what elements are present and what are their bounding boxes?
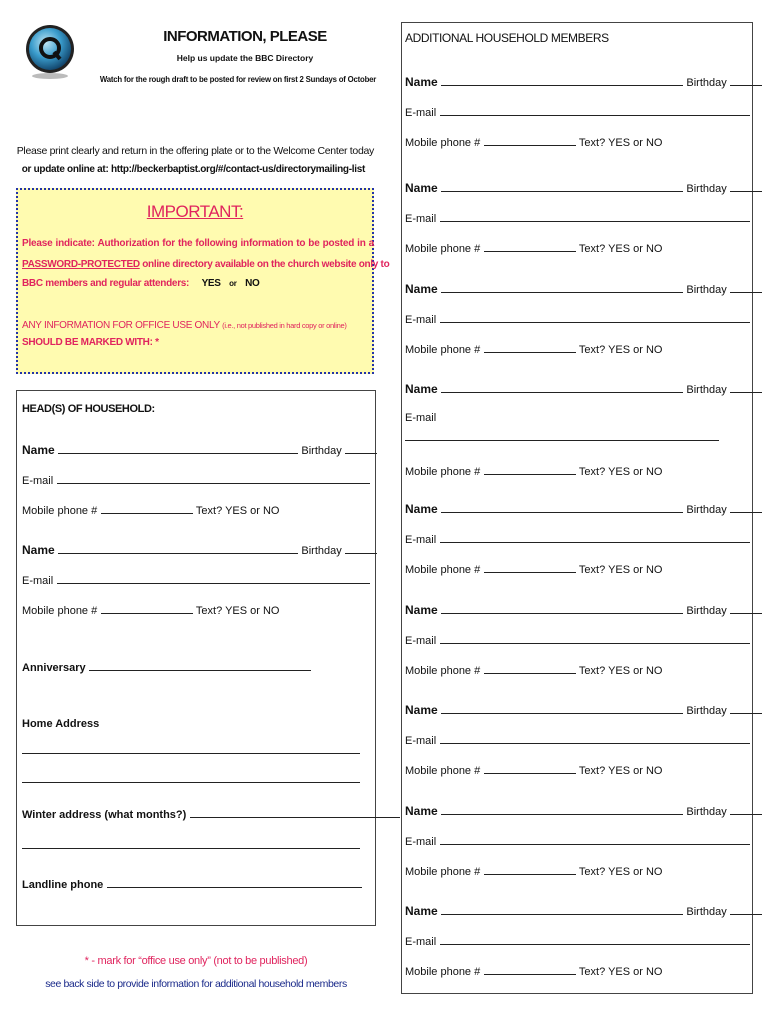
email-field[interactable] xyxy=(440,530,750,543)
home-address-line-1[interactable] xyxy=(22,741,360,754)
member-mobile-row xyxy=(405,862,662,878)
mobile-label: Mobile phone # xyxy=(405,243,481,255)
mobile-field[interactable] xyxy=(484,133,576,146)
mobile-label: Mobile phone # xyxy=(22,605,98,617)
member-mobile-row xyxy=(405,560,662,576)
email-field[interactable] xyxy=(57,471,370,484)
or-text: or xyxy=(229,279,237,288)
email-label: E-mail xyxy=(22,475,54,487)
office-use-text: ANY INFORMATION FOR OFFICE USE ONLY xyxy=(22,320,220,331)
mobile-label: Mobile phone # xyxy=(405,866,481,878)
winter-address-label: Winter address (what months?) xyxy=(22,809,187,821)
name-label: Name xyxy=(405,804,438,818)
page-title: INFORMATION, PLEASE xyxy=(163,28,327,45)
mobile-label: Mobile phone # xyxy=(405,665,481,677)
important-box xyxy=(16,188,390,374)
birthday-label: Birthday xyxy=(301,445,342,457)
email-label: E-mail xyxy=(22,575,54,587)
birthday-label: Birthday xyxy=(686,384,727,396)
email-label: E-mail xyxy=(405,412,437,424)
email-field[interactable] xyxy=(440,832,750,845)
email-label: E-mail xyxy=(405,107,437,119)
email-field[interactable] xyxy=(405,428,719,441)
member-mobile-row xyxy=(405,133,662,149)
important-para1-line3 xyxy=(22,278,374,289)
landline-row xyxy=(22,875,362,891)
instructions-line-2: or update online at: http://beckerbaptist.org/#/contact-us/directorymailing-list xyxy=(21,164,365,175)
mobile-field[interactable] xyxy=(101,601,193,614)
birthday-label: Birthday xyxy=(686,906,727,918)
text-option[interactable]: Text? YES or NO xyxy=(578,665,663,677)
birthday-field[interactable] xyxy=(345,541,377,554)
birthday-field[interactable] xyxy=(345,441,377,454)
winter-address-row xyxy=(22,805,400,821)
draft-note: Watch for the rough draft to be posted for review on first 2 Sundays of October xyxy=(99,75,377,84)
mobile-field[interactable] xyxy=(484,560,576,573)
mobile-field[interactable] xyxy=(101,501,193,514)
email-label: E-mail xyxy=(405,836,437,848)
mobile-field[interactable] xyxy=(484,462,576,475)
email-label: E-mail xyxy=(405,534,437,546)
member-name-row xyxy=(405,280,762,296)
birthday-field[interactable] xyxy=(730,701,762,714)
member-email-row xyxy=(405,103,750,119)
home-address-line-2[interactable] xyxy=(22,770,360,783)
mobile-label: Mobile phone # xyxy=(405,765,481,777)
birthday-field[interactable] xyxy=(730,280,762,293)
name-label: Name xyxy=(405,904,438,918)
member-email-row xyxy=(405,310,750,326)
household-heading: HEAD(S) OF HOUSEHOLD: xyxy=(22,403,155,415)
birthday-label: Birthday xyxy=(686,605,727,617)
household-email-row-2 xyxy=(22,571,370,587)
birthday-field[interactable] xyxy=(730,500,762,513)
name-field[interactable] xyxy=(441,280,683,293)
email-field[interactable] xyxy=(440,310,750,323)
birthday-field[interactable] xyxy=(730,601,762,614)
name-field[interactable] xyxy=(441,701,683,714)
member-email-row xyxy=(405,731,750,747)
no-option[interactable]: NO xyxy=(245,278,260,289)
email-label: E-mail xyxy=(405,936,437,948)
important-para1-line1: Please indicate: Authorization for the following information to be posted in a xyxy=(22,238,374,249)
household-name-row-1 xyxy=(22,441,377,457)
household-mobile-row-2 xyxy=(22,601,279,617)
member-email-row xyxy=(405,530,750,546)
winter-address-line-2[interactable] xyxy=(22,836,360,849)
text-option[interactable]: Text? YES or NO xyxy=(578,137,663,149)
info-q-logo-icon xyxy=(24,22,76,80)
see-back-note: see back side to provide information for additional household members xyxy=(45,978,347,990)
birthday-label: Birthday xyxy=(686,705,727,717)
member-name-row xyxy=(405,902,762,918)
email-label: E-mail xyxy=(405,213,437,225)
household-name-row-2 xyxy=(22,541,377,557)
office-use-small: (i.e., not published in hard copy or online) xyxy=(222,321,347,330)
mobile-label: Mobile phone # xyxy=(405,344,481,356)
member-email-row xyxy=(405,932,750,948)
birthday-label: Birthday xyxy=(686,183,727,195)
member-email-row xyxy=(405,209,750,225)
anniversary-row xyxy=(22,658,311,674)
member-name-row xyxy=(405,500,762,516)
mobile-field[interactable] xyxy=(484,761,576,774)
mobile-field[interactable] xyxy=(484,340,576,353)
email-field[interactable] xyxy=(440,932,750,945)
landline-field[interactable] xyxy=(107,875,362,888)
name-label: Name xyxy=(22,543,55,557)
email-field[interactable] xyxy=(57,571,370,584)
birthday-label: Birthday xyxy=(301,545,342,557)
name-label: Name xyxy=(405,75,438,89)
password-protected-text: PASSWORD-PROTECTED xyxy=(22,259,140,270)
birthday-field[interactable] xyxy=(730,802,762,815)
anniversary-field[interactable] xyxy=(89,658,311,671)
mobile-label: Mobile phone # xyxy=(405,137,481,149)
important-para1-line2 xyxy=(22,259,390,270)
text-option[interactable]: Text? YES or NO xyxy=(578,344,663,356)
name-label: Name xyxy=(405,703,438,717)
mobile-label: Mobile phone # xyxy=(405,966,481,978)
member-mobile-row xyxy=(405,661,662,677)
important-para1-line2-rest: online directory available on the church website only to xyxy=(142,259,390,270)
household-box xyxy=(16,390,376,926)
member-name-row xyxy=(405,179,762,195)
landline-label: Landline phone xyxy=(22,879,104,891)
member-email-row xyxy=(405,631,750,647)
birthday-label: Birthday xyxy=(686,806,727,818)
member-mobile-row xyxy=(405,761,662,777)
text-option[interactable]: Text? YES or NO xyxy=(578,466,663,478)
name-field[interactable] xyxy=(441,380,683,393)
email-field[interactable] xyxy=(440,731,750,744)
yes-option[interactable]: YES xyxy=(201,278,221,289)
email-label: E-mail xyxy=(405,735,437,747)
mobile-label: Mobile phone # xyxy=(22,505,98,517)
text-option[interactable]: Text? YES or NO xyxy=(578,564,663,576)
important-para2-line1 xyxy=(22,320,374,331)
member-email-row xyxy=(405,410,436,424)
birthday-field[interactable] xyxy=(730,73,762,86)
page-subtitle: Help us update the BBC Directory xyxy=(176,53,314,63)
name-field[interactable] xyxy=(441,179,683,192)
household-email-row-1 xyxy=(22,471,370,487)
name-field[interactable] xyxy=(58,541,298,554)
additional-members-box xyxy=(401,22,753,994)
member-name-row xyxy=(405,380,762,396)
name-label: Name xyxy=(405,181,438,195)
birthday-label: Birthday xyxy=(686,504,727,516)
name-field[interactable] xyxy=(58,441,298,454)
authorization-question: BBC members and regular attenders: xyxy=(22,278,190,289)
mobile-field[interactable] xyxy=(484,862,576,875)
name-field[interactable] xyxy=(441,73,683,86)
name-label: Name xyxy=(405,502,438,516)
birthday-field[interactable] xyxy=(730,380,762,393)
member-mobile-row xyxy=(405,962,662,978)
email-label: E-mail xyxy=(405,314,437,326)
member-name-row xyxy=(405,73,762,89)
home-address-label: Home Address xyxy=(22,718,100,730)
important-heading: IMPORTANT: xyxy=(146,202,244,221)
text-option[interactable]: Text? YES or NO xyxy=(195,605,280,617)
name-field[interactable] xyxy=(441,902,683,915)
email-field[interactable] xyxy=(440,631,750,644)
birthday-label: Birthday xyxy=(686,77,727,89)
name-label: Name xyxy=(405,603,438,617)
mobile-label: Mobile phone # xyxy=(405,564,481,576)
name-field[interactable] xyxy=(441,601,683,614)
important-para2-line2: SHOULD BE MARKED WITH: * xyxy=(22,337,159,348)
name-field[interactable] xyxy=(441,500,683,513)
name-field[interactable] xyxy=(441,802,683,815)
name-label: Name xyxy=(405,282,438,296)
member-name-row xyxy=(405,701,762,717)
birthday-field[interactable] xyxy=(730,902,762,915)
text-option[interactable]: Text? YES or NO xyxy=(195,505,280,517)
anniversary-label: Anniversary xyxy=(22,662,86,674)
member-name-row xyxy=(405,802,762,818)
member-email-row xyxy=(405,832,750,848)
text-option[interactable]: Text? YES or NO xyxy=(578,243,663,255)
member-name-row xyxy=(405,601,762,617)
mobile-field[interactable] xyxy=(484,661,576,674)
text-option[interactable]: Text? YES or NO xyxy=(578,765,663,777)
email-label: E-mail xyxy=(405,635,437,647)
text-option[interactable]: Text? YES or NO xyxy=(578,966,663,978)
mobile-field[interactable] xyxy=(484,239,576,252)
email-field[interactable] xyxy=(440,103,750,116)
text-option[interactable]: Text? YES or NO xyxy=(578,866,663,878)
household-mobile-row-1 xyxy=(22,501,279,517)
birthday-label: Birthday xyxy=(686,284,727,296)
name-label: Name xyxy=(22,443,55,457)
name-label: Name xyxy=(405,382,438,396)
office-use-note: * - mark for “office use only” (not to be published) xyxy=(84,955,308,967)
mobile-field[interactable] xyxy=(484,962,576,975)
winter-address-field[interactable] xyxy=(190,805,400,818)
additional-heading: ADDITIONAL HOUSEHOLD MEMBERS xyxy=(405,31,609,45)
member-mobile-row xyxy=(405,462,662,478)
member-mobile-row xyxy=(405,340,662,356)
birthday-field[interactable] xyxy=(730,179,762,192)
email-field[interactable] xyxy=(440,209,750,222)
mobile-label: Mobile phone # xyxy=(405,466,481,478)
member-mobile-row xyxy=(405,239,662,255)
instructions-line-1: Please print clearly and return in the offering plate or to the Welcome Center today xyxy=(16,145,374,157)
